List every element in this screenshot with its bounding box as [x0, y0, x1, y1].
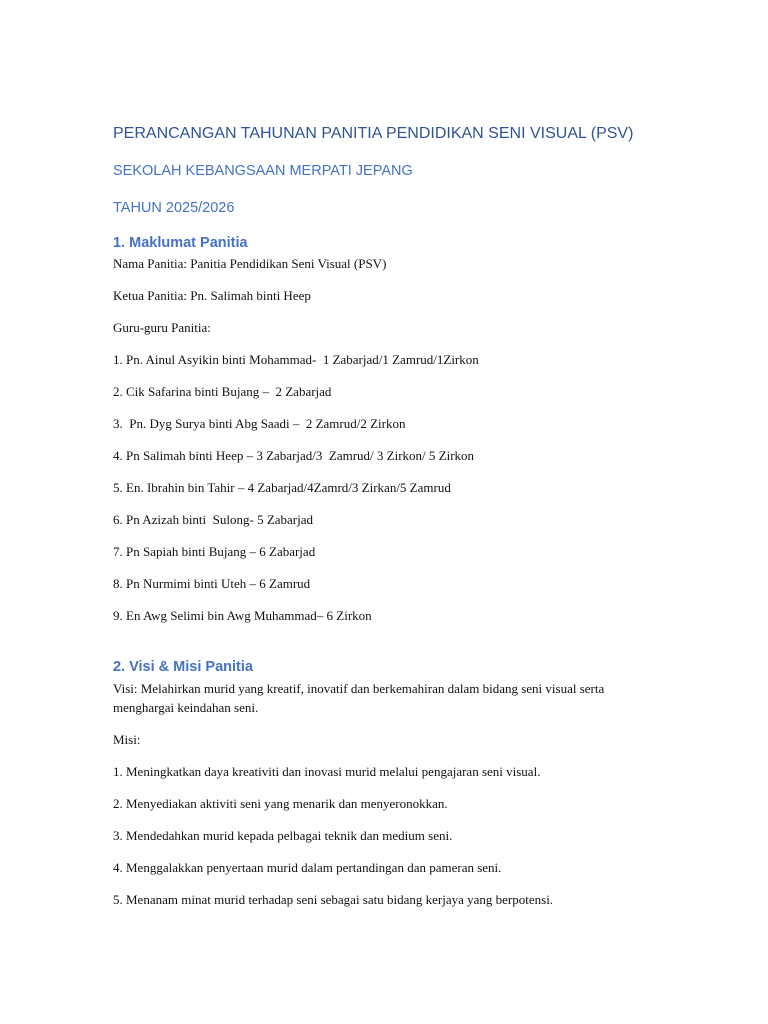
- teacher-item: 7. Pn Sapiah binti Bujang – 6 Zabarjad: [113, 544, 316, 560]
- teacher-item: 4. Pn Salimah binti Heep – 3 Zabarjad/3 Zamrud/ 3 Zirkon/ 5 Zirkon: [113, 448, 475, 464]
- misi-item: 1. Meningkatkan daya kreativiti dan inovasi murid melalui pengajaran seni visual.: [113, 764, 541, 780]
- teacher-item: 8. Pn Nurmimi binti Uteh – 6 Zamrud: [113, 576, 311, 592]
- teacher-item: 6. Pn Azizah binti Sulong- 5 Zabarjad: [113, 512, 314, 528]
- guru-label: Guru-guru Panitia:: [113, 320, 211, 336]
- ketua-panitia: Ketua Panitia: Pn. Salimah binti Heep: [113, 288, 311, 304]
- document-year: TAHUN 2025/2026: [113, 200, 235, 217]
- misi-item: 3. Mendedahkan murid kepada pelbagai teknik dan medium seni.: [113, 828, 453, 844]
- misi-item: 4. Menggalakkan penyertaan murid dalam pertandingan dan pameran seni.: [113, 860, 502, 876]
- teacher-item: 2. Cik Safarina binti Bujang – 2 Zabarjad: [113, 384, 332, 400]
- document-title: PERANCANGAN TAHUNAN PANITIA PENDIDIKAN SENI VISUAL (PSV): [113, 125, 634, 142]
- misi-label: Misi:: [113, 732, 141, 748]
- teacher-item: 9. En Awg Selimi bin Awg Muhammad– 6 Zirkon: [113, 608, 372, 624]
- visi-text: Visi: Melahirkan murid yang kreatif, inovatif dan berkemahiran dalam bidang seni visual serta menghargai keindahan seni.: [113, 681, 608, 716]
- school-name: SEKOLAH KEBANGSAAN MERPATI JEPANG: [113, 163, 413, 180]
- teacher-item: 1. Pn. Ainul Asyikin binti Mohammad- 1 Zabarjad/1 Zamrud/1Zirkon: [113, 352, 479, 368]
- document-page: [113, 125, 658, 922]
- misi-item: 5. Menanam minat murid terhadap seni sebagai satu bidang kerjaya yang berpotensi.: [113, 892, 554, 908]
- teacher-item: 5. En. Ibrahin bin Tahir – 4 Zabarjad/4Zamrd/3 Zirkan/5 Zamrud: [113, 480, 451, 496]
- misi-item: 2. Menyediakan aktiviti seni yang menarik dan menyeronokkan.: [113, 796, 448, 812]
- section-heading-visi-misi: 2. Visi & Misi Panitia: [113, 659, 253, 676]
- section-heading-maklumat: 1. Maklumat Panitia: [113, 234, 248, 251]
- nama-panitia: Nama Panitia: Panitia Pendidikan Seni Visual (PSV): [113, 256, 387, 272]
- teacher-item: 3. Pn. Dyg Surya binti Abg Saadi – 2 Zamrud/2 Zirkon: [113, 416, 406, 432]
